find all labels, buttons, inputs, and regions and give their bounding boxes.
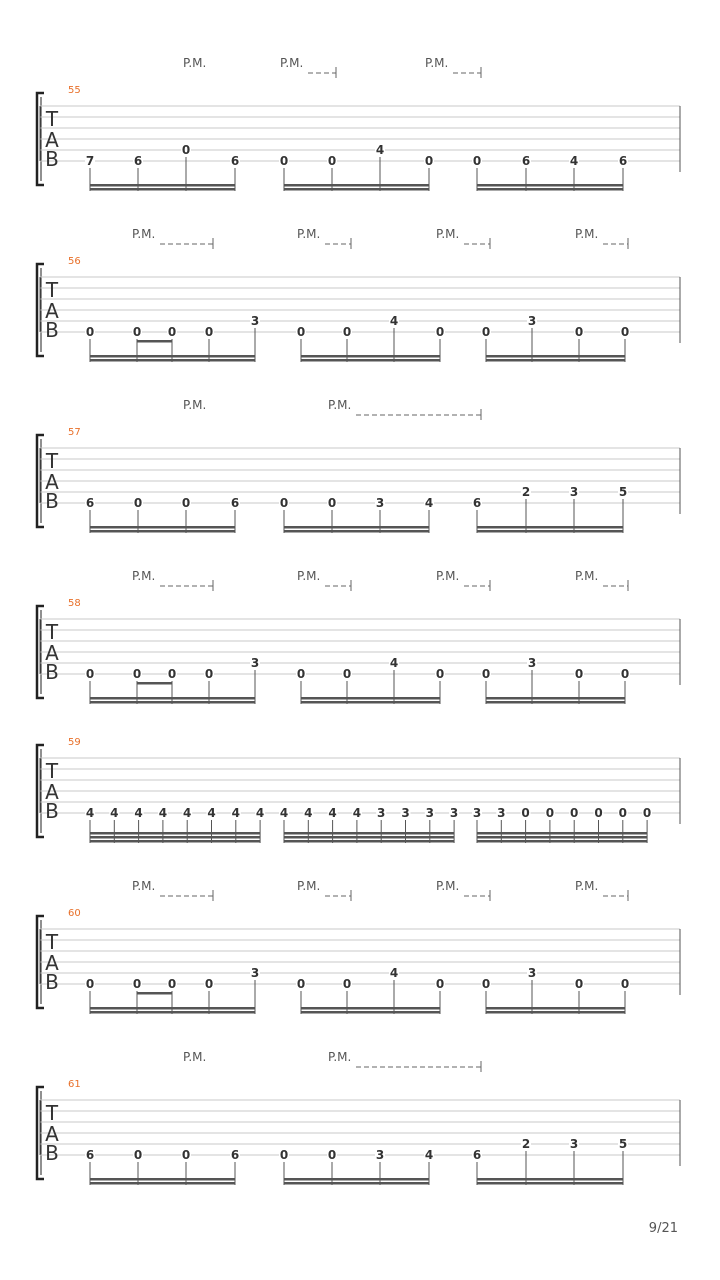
fret-number: 0: [279, 1148, 289, 1162]
fret-number: 0: [342, 667, 352, 681]
beam: [90, 836, 260, 839]
palm-mute-label: P.M.: [328, 398, 352, 412]
palm-mute-label: P.M.: [183, 1050, 207, 1064]
palm-mute-label: P.M.: [183, 398, 207, 412]
palm-mute-label: P.M.: [425, 56, 449, 70]
fret-number: 6: [85, 1148, 95, 1162]
fret-number: 4: [110, 806, 119, 820]
palm-mute-label: P.M.: [328, 1050, 352, 1064]
fret-number: 3: [527, 314, 537, 328]
fret-number: 0: [594, 806, 603, 820]
beam: [301, 1011, 440, 1014]
tab-clef-letter: B: [45, 147, 59, 171]
beam: [477, 526, 623, 529]
fret-number: 0: [327, 496, 337, 510]
beam: [477, 1182, 623, 1185]
beam: [477, 188, 623, 191]
fret-number: 6: [230, 154, 240, 168]
fret-number: 4: [424, 1148, 434, 1162]
beam: [90, 530, 235, 533]
beam: [90, 1007, 255, 1010]
fret-number: 0: [181, 496, 191, 510]
fret-number: 3: [497, 806, 506, 820]
fret-number: 3: [472, 806, 482, 820]
sub-beam: [137, 340, 172, 343]
tab-clef-letter: B: [45, 970, 59, 994]
fret-number: 3: [425, 806, 434, 820]
beam: [90, 184, 235, 187]
fret-number: 0: [167, 977, 177, 991]
palm-mute-label: P.M.: [436, 569, 460, 583]
measure-number: 55: [68, 85, 81, 96]
fret-number: 4: [231, 806, 240, 820]
fret-number: 0: [132, 977, 142, 991]
fret-number: 0: [296, 325, 306, 339]
fret-number: 4: [569, 154, 579, 168]
fret-number: 0: [574, 667, 584, 681]
fret-number: 0: [85, 977, 95, 991]
palm-mute-label: P.M.: [297, 569, 321, 583]
beam: [486, 1011, 625, 1014]
fret-number: 4: [389, 314, 399, 328]
fret-number: 3: [377, 806, 386, 820]
beam: [90, 1182, 235, 1185]
fret-number: 0: [181, 143, 191, 157]
fret-number: 6: [230, 1148, 240, 1162]
beam: [301, 1007, 440, 1010]
fret-number: 0: [342, 325, 352, 339]
fret-number: 0: [545, 806, 555, 820]
fret-number: 3: [527, 966, 537, 980]
fret-number: 0: [424, 154, 434, 168]
fret-number: 3: [527, 656, 537, 670]
fret-number: 0: [85, 325, 95, 339]
beam: [90, 526, 235, 529]
fret-number: 5: [618, 485, 628, 499]
beam: [90, 701, 255, 704]
fret-number: 0: [133, 496, 143, 510]
beam: [486, 701, 625, 704]
beam: [284, 188, 429, 191]
fret-number: 4: [134, 806, 143, 820]
tab-clef-letter: B: [45, 799, 59, 823]
fret-number: 6: [521, 154, 531, 168]
tab-clef-letter: B: [45, 660, 59, 684]
measure-number: 59: [68, 737, 81, 748]
palm-mute-label: P.M.: [436, 227, 460, 241]
fret-number: 4: [352, 806, 362, 820]
beam: [90, 840, 260, 843]
beam: [486, 355, 625, 358]
fret-number: 0: [181, 1148, 191, 1162]
measure-number: 61: [68, 1079, 81, 1090]
beam: [90, 1178, 235, 1181]
tab-clef-letter: B: [45, 489, 59, 513]
tab-clef-letter: A: [45, 128, 59, 152]
fret-number: 4: [375, 143, 385, 157]
fret-number: 3: [250, 656, 260, 670]
fret-number: 4: [279, 806, 289, 820]
fret-number: 0: [435, 667, 445, 681]
measure-number: 58: [68, 598, 81, 609]
fret-number: 0: [435, 977, 445, 991]
palm-mute-label: P.M.: [575, 879, 599, 893]
beam: [284, 1182, 429, 1185]
fret-number: 7: [85, 154, 95, 168]
fret-number: 3: [250, 314, 260, 328]
measure-number: 57: [68, 427, 81, 438]
tab-clef-letter: A: [45, 470, 59, 494]
fret-number: 0: [620, 667, 630, 681]
fret-number: 0: [279, 496, 289, 510]
fret-number: 0: [472, 154, 482, 168]
palm-mute-label: P.M.: [280, 56, 304, 70]
fret-number: 0: [342, 977, 352, 991]
tab-clef-letter: T: [45, 449, 59, 473]
fret-number: 0: [481, 977, 491, 991]
tab-clef-letter: T: [45, 278, 59, 302]
measure-number: 56: [68, 256, 81, 267]
tab-clef-letter: T: [45, 620, 59, 644]
beam: [284, 184, 429, 187]
fret-number: 0: [167, 325, 177, 339]
beam: [90, 832, 260, 835]
fret-number: 0: [620, 325, 630, 339]
tab-clef-letter: T: [45, 107, 59, 131]
beam: [477, 530, 623, 533]
tab-clef-letter: T: [45, 759, 59, 783]
beam: [284, 526, 429, 529]
fret-number: 0: [85, 667, 95, 681]
fret-number: 0: [642, 806, 652, 820]
fret-number: 3: [401, 806, 410, 820]
palm-mute-label: P.M.: [132, 879, 156, 893]
beam: [477, 1178, 623, 1181]
fret-number: 6: [472, 1148, 482, 1162]
fret-number: 4: [183, 806, 192, 820]
tab-clef-letter: A: [45, 299, 59, 323]
tab-clef-letter: A: [45, 641, 59, 665]
fret-number: 3: [569, 1137, 579, 1151]
fret-number: 4: [389, 656, 399, 670]
fret-number: 0: [327, 154, 337, 168]
fret-number: 6: [618, 154, 628, 168]
fret-number: 0: [167, 667, 177, 681]
tab-clef-letter: A: [45, 1122, 59, 1146]
beam: [284, 832, 454, 835]
fret-number: 2: [521, 1137, 531, 1151]
beam: [477, 832, 647, 835]
palm-mute-label: P.M.: [575, 227, 599, 241]
palm-mute-label: P.M.: [132, 569, 156, 583]
fret-number: 0: [296, 977, 306, 991]
palm-mute-label: P.M.: [436, 879, 460, 893]
fret-number: 3: [569, 485, 579, 499]
beam: [486, 359, 625, 362]
beam: [284, 840, 454, 843]
beam: [477, 184, 623, 187]
beam: [90, 1011, 255, 1014]
beam: [284, 530, 429, 533]
tab-clef-letter: A: [45, 780, 59, 804]
fret-number: 0: [204, 667, 214, 681]
fret-number: 0: [204, 325, 214, 339]
palm-mute-label: P.M.: [297, 879, 321, 893]
tab-clef-letter: T: [45, 1101, 59, 1125]
fret-number: 0: [570, 806, 579, 820]
fret-number: 0: [620, 977, 630, 991]
beam: [90, 355, 255, 358]
tab-clef-letter: B: [45, 318, 59, 342]
fret-number: 4: [158, 806, 168, 820]
fret-number: 3: [250, 966, 260, 980]
fret-number: 4: [304, 806, 313, 820]
beam: [284, 1178, 429, 1181]
palm-mute-label: P.M.: [132, 227, 156, 241]
palm-mute-label: P.M.: [297, 227, 321, 241]
beam: [90, 188, 235, 191]
fret-number: 0: [296, 667, 306, 681]
fret-number: 4: [328, 806, 337, 820]
fret-number: 4: [255, 806, 265, 820]
fret-number: 0: [204, 977, 214, 991]
beam: [90, 697, 255, 700]
fret-number: 5: [618, 1137, 628, 1151]
fret-number: 4: [389, 966, 399, 980]
fret-number: 0: [481, 667, 491, 681]
fret-number: 2: [521, 485, 531, 499]
fret-number: 3: [375, 1148, 385, 1162]
fret-number: 0: [133, 1148, 143, 1162]
tab-clef-letter: T: [45, 930, 59, 954]
beam: [301, 701, 440, 704]
sub-beam: [137, 682, 172, 685]
fret-number: 6: [230, 496, 240, 510]
fret-number: 0: [132, 667, 142, 681]
beam: [477, 836, 647, 839]
fret-number: 3: [449, 806, 459, 820]
fret-number: 0: [327, 1148, 337, 1162]
fret-number: 0: [574, 325, 584, 339]
beam: [486, 697, 625, 700]
fret-number: 6: [133, 154, 143, 168]
beam: [477, 840, 647, 843]
fret-number: 0: [574, 977, 584, 991]
beam: [301, 697, 440, 700]
beam: [301, 355, 440, 358]
fret-number: 0: [279, 154, 289, 168]
fret-number: 6: [85, 496, 95, 510]
fret-number: 6: [472, 496, 482, 510]
sub-beam: [137, 992, 172, 995]
fret-number: 0: [521, 806, 530, 820]
fret-number: 0: [618, 806, 627, 820]
measure-number: 60: [68, 908, 81, 919]
fret-number: 0: [481, 325, 491, 339]
beam: [90, 359, 255, 362]
tab-clef-letter: A: [45, 951, 59, 975]
fret-number: 3: [375, 496, 385, 510]
beam: [301, 359, 440, 362]
page-number: 9/21: [648, 1221, 678, 1236]
fret-number: 0: [435, 325, 445, 339]
fret-number: 0: [132, 325, 142, 339]
fret-number: 4: [85, 806, 95, 820]
beam: [284, 836, 454, 839]
fret-number: 4: [424, 496, 434, 510]
palm-mute-label: P.M.: [183, 56, 207, 70]
fret-number: 4: [207, 806, 216, 820]
palm-mute-label: P.M.: [575, 569, 599, 583]
tab-clef-letter: B: [45, 1141, 59, 1165]
beam: [486, 1007, 625, 1010]
